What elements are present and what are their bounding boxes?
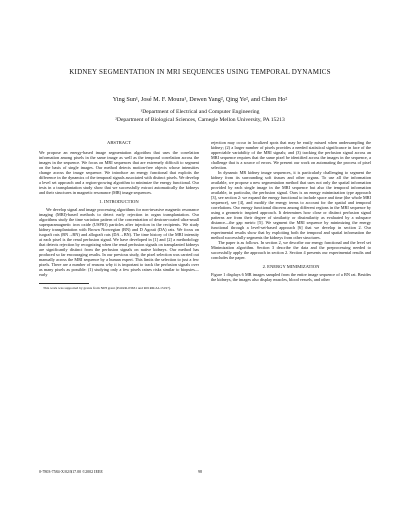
introduction-paragraph: We develop signal and image processing algorithms for non-invasive magnetic resonance imaging (MRI)-based methods to detect early rejection in organ transplantation. Our algorithms study the time variation pattern of the concentration of dextran-coated ultra-small superparamagnetic iron oxide (USPIO) particles after injection in the recipients. We study kidney transplantation with Brown Norwegian (BN) and D Agouti (DA) rats. We focus on isograft rats (BN→BN) and allograft rats (DA→BN). The time history of the MRI intensity at each pixel is the renal perfusion signal. We have developed in [1] and [2] a methodology that detects rejection by recognizing when the renal perfusion signals on transplanted kidneys are significantly distinct from the perfusion signals on native kidneys. Our method has produced so far encouraging results. In our previous study, the pixel selection was carried out manually across the MRI sequence by a human expert. This limits the selection to just a few pixels. There are a number of reasons why it is important to track the perfusion signals over as many pixels as possible: (1) studying only a few pixels raises risks similar to biopsies—early xyxy=(39,207,199,278)
footnote-rule xyxy=(39,283,89,284)
body-paragraph-1: rejection may occur in localized spots that may be easily missed when undersampling the kidney; (2) a larger number of pixels provides a needed statistical significance in face of the appreciable variability of the MRI signals; and (3) tracking the perfusion signal across an MRI sequence requires that the same pixel be identified across the images in the sequence, a challenge that is a source of errors. We present our work on automating the process of pixel selection. xyxy=(211,140,371,171)
paper-title: KIDNEY SEGMENTATION IN MRI SEQUENCES USING TEMPORAL DYNAMICS xyxy=(69,68,331,76)
body-paragraph-2: In dynamic MR kidney image sequences, it is particularly challenging to segment the kidney from its surrounding soft tissues and other organs. To use all the information available, we propose a new segmentation method that uses not only the spatial information provided by each single image in the MRI sequence but also the temporal information available, in particular, the perfusion signal. Ours is an energy minimization type approach [3], see section 2: we expand the energy functional to include space and time (the whole MRI sequence), see [4], and modify the energy terms to account for the spatial and temporal correlations. Our energy functional discerns among different regions in the MRI sequence by using a geometric inspired approach. It determines how close or distinct perfusion signal patterns are from their degree of similarity or dissimilarity as evaluated by a subspace distance—the gap metric [5]. We segment the MRI sequence by minimizing the energy functional through a level-set-based approach [6] that we develop in section 2. Our experimental results show that by exploiting both the temporal and spatial information the method successfully segments the kidneys from other structures. xyxy=(211,170,371,241)
affiliation-2: ²Department of Biological Sciences, Carnegie Mellon University, PA 15213 xyxy=(115,117,285,123)
copyright-footer: 0-7803-7584-X/02/$17.00 ©2002 IEEE xyxy=(39,469,103,474)
introduction-heading: 1. INTRODUCTION xyxy=(99,199,139,205)
funding-footnote: This work was supported by grants from NIH grant (P41RR-03631 and R01RR/AI-15197). xyxy=(43,286,171,291)
body-paragraph-4: Figure 1 displays 6 MR images sampled from the entire image sequence of a BN rat. Besides the kidneys, the images also display muscles, blood vessels, and other xyxy=(211,272,371,283)
right-column xyxy=(211,140,371,282)
affiliation-1: ¹Department of Electrical and Computer Engineering xyxy=(140,109,260,115)
abstract-text: We propose an energy-based image segmentation algorithm that uses the correlation information among pixels in the same image as well as the temporal correlation across the images in the sequence. We focus on MRI sequences that are extremely difficult to segment on the basis of single images. Our method detects motion-free objects whose intensities change across the image sequence. We introduce an energy functional that exploits the difference in the dynamics of the temporal signals associated with distinct pixels. We develop a level set approach and a region-growing algorithm to minimize the energy functional. Our tests in a transplantation study show that we successfully extract automatically the kidneys and their structures in magnetic resonance (MR) image sequences. xyxy=(39,150,199,196)
left-column xyxy=(39,140,199,291)
energy-minimization-heading: 2. ENERGY MINIMIZATION xyxy=(262,264,320,270)
body-paragraph-3: The paper is as follows. In section 2, we describe our energy functional and the level set Minimization algorithm. Section 3 describe the data and the preprocessing needed to successfully apply the approach in section 2. Section 4 presents our experimental results and concludes the paper. xyxy=(211,240,371,261)
abstract-heading: ABSTRACT xyxy=(107,140,131,145)
page-number: 98 xyxy=(198,469,202,474)
author-list: Ying Sun¹, José M. F. Moura¹, Dewen Yang², Qing Ye², and Chien Ho² xyxy=(112,96,288,103)
